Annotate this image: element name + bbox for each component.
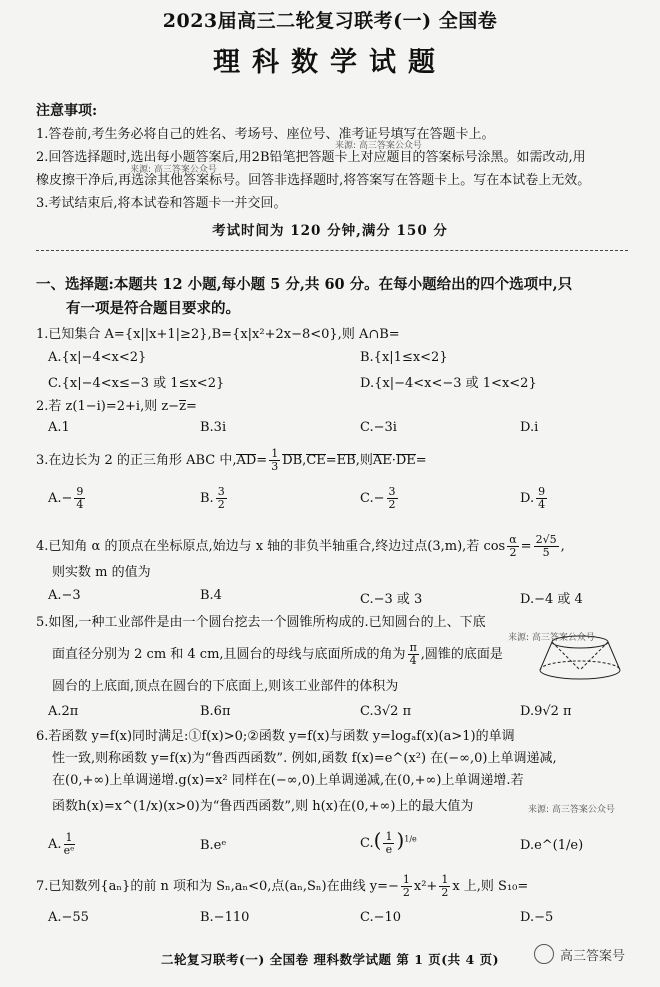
question-2-equals: = bbox=[185, 399, 197, 414]
question-3-text: 3.在边长为 2 的正三角形 ABC 中, bbox=[36, 453, 237, 468]
notice-item-2-cont: 橡皮擦干净后,再选涂其他答案标号。回答非选择题时,将答案写在答题卡上。写在本试卷上无效。 bbox=[36, 173, 591, 188]
question-1-option-d: D.{x|−4<x<−3 或 1<x<2} bbox=[360, 376, 537, 391]
fraction bbox=[216, 486, 227, 511]
notice-item-3: 3.考试结束后,将本试卷和答题卡一并交回。 bbox=[36, 196, 287, 211]
question-2-stem bbox=[36, 396, 636, 418]
fraction-numerator: 1 bbox=[402, 873, 410, 886]
fraction bbox=[507, 534, 518, 559]
watermark-text: 来源: 高三答案公众号 bbox=[508, 633, 595, 643]
fraction bbox=[408, 642, 419, 667]
question-5-text: 面直径分别为 2 cm 和 4 cm,且圆台的母线与底面所成的角为 bbox=[52, 647, 406, 662]
exam-subject-title: 理科数学试题 bbox=[213, 47, 447, 78]
question-5-line-3: 圆台的上底面,顶点在圆台的下底面上,则该工业部件的体积为 bbox=[52, 679, 399, 694]
question-2-option-d: D.i bbox=[520, 420, 539, 435]
fraction-numerator: 3 bbox=[217, 485, 225, 498]
question-7-text: x 上,则 S₁₀= bbox=[452, 879, 529, 894]
question-4-option-c: C.−3 或 3 bbox=[360, 592, 423, 607]
fraction-denominator: 4 bbox=[538, 498, 546, 511]
question-6-option-c bbox=[360, 828, 417, 856]
question-4-text: 4.已知角 α 的顶点在坐标原点,始边与 x 轴的非负半轴重合,终边过点(3,m),若 cos bbox=[36, 539, 506, 554]
question-4-option-d: D.−4 或 4 bbox=[520, 592, 583, 607]
question-4-stem bbox=[36, 534, 636, 559]
notice-item-2: 2.回答选择题时,选出每小题答案后,用2B铅笔把答题卡上对应题目的答案标号涂黑。如需改动,用 bbox=[36, 150, 586, 165]
notice-item-1: 1.答卷前,考生务必将自己的姓名、考场号、座位号、准考证号填写在答题卡上。 bbox=[36, 127, 495, 142]
fraction bbox=[64, 832, 75, 857]
question-3-option-d bbox=[520, 486, 549, 511]
option-label: A. bbox=[48, 837, 62, 852]
question-4-option-b: B.4 bbox=[200, 588, 222, 603]
fraction bbox=[439, 874, 450, 899]
exam-series-title: 2023届高三二轮复习联考(一) 全国卷 bbox=[162, 10, 498, 32]
question-7-option-b: B.−110 bbox=[200, 910, 250, 925]
exam-time-info: 考试时间为 120 分钟,满分 150 分 bbox=[212, 223, 448, 239]
option-label: C. bbox=[360, 836, 374, 851]
question-6-option-b: B.eᵉ bbox=[200, 838, 227, 853]
equals-sign: = bbox=[520, 539, 532, 554]
question-1-stem: 1.已知集合 A={x||x+1|≥2},B={x|x²+2x−8<0},则 A∩B= bbox=[36, 327, 400, 342]
question-7-text: x²+ bbox=[413, 879, 438, 894]
paren: ( bbox=[373, 828, 382, 852]
vector-ad: AD bbox=[236, 453, 257, 468]
equals-sign: = bbox=[415, 453, 427, 468]
question-1-option-b: B.{x|1≤x<2} bbox=[360, 350, 448, 365]
question-1-option-c: C.{x|−4<x≤−3 或 1≤x<2} bbox=[48, 376, 225, 391]
fraction-numerator: 2√5 bbox=[535, 533, 557, 546]
question-2-option-b: B.3i bbox=[200, 420, 227, 435]
fraction-denominator: 2 bbox=[441, 886, 449, 899]
fraction-denominator: eᵉ bbox=[63, 844, 75, 857]
question-4-stem-cont: 则实数 m 的值为 bbox=[52, 565, 151, 580]
exponent: 1/e bbox=[404, 834, 417, 844]
section-heading: 一、选择题:本题共 12 小题,每小题 5 分,共 60 分。在每小题给出的四个选项中,只 bbox=[36, 276, 573, 293]
question-7-option-c: C.−10 bbox=[360, 910, 402, 925]
section-heading-cont: 有一项是符合题目要求的。 bbox=[66, 300, 240, 317]
option-label: D. bbox=[520, 491, 535, 506]
frustum-cone-figure bbox=[530, 618, 630, 688]
question-2-option-c: C.−3i bbox=[360, 420, 397, 435]
brand-name: 高三答案号 bbox=[560, 948, 626, 964]
question-5-text: ,圆锥的底面是 bbox=[420, 647, 503, 662]
watermark-text: 来源: 高三答案公众号 bbox=[335, 141, 422, 151]
option-label: B. bbox=[200, 491, 214, 506]
fraction bbox=[534, 534, 559, 559]
fraction-denominator: 2 bbox=[402, 886, 410, 899]
vector-de: DE bbox=[395, 453, 416, 468]
question-5-line-1: 5.如图,一种工业部件是由一个圆台挖去一个圆锥所构成的.已知圆台的上、下底 bbox=[36, 615, 486, 630]
section-divider bbox=[36, 250, 628, 251]
vector-eb: EB bbox=[336, 453, 356, 468]
paren: ) bbox=[396, 828, 405, 852]
question-3-connector: ,则 bbox=[355, 453, 373, 468]
fraction-denominator: 2 bbox=[509, 546, 517, 559]
fraction bbox=[74, 486, 85, 511]
question-2-option-a: A.1 bbox=[48, 420, 70, 435]
comma: , bbox=[302, 453, 307, 468]
question-6-line-4: 函数h(x)=x^(1/x)(x>0)为“鲁西西函数”,则 h(x)在(0,+∞)上的最大值为 bbox=[52, 799, 474, 814]
fraction-numerator: 1 bbox=[441, 873, 449, 886]
question-3-option-a bbox=[48, 486, 87, 511]
page-footer: 二轮复习联考(一) 全国卷 理科数学试题 第 1 页(共 4 页) bbox=[160, 952, 500, 967]
fraction-numerator: 3 bbox=[388, 485, 396, 498]
equals-sign: = bbox=[325, 453, 337, 468]
question-7-option-d: D.−5 bbox=[520, 910, 554, 925]
option-label: C.− bbox=[360, 491, 385, 506]
vector-db: DB bbox=[282, 453, 303, 468]
comma: , bbox=[560, 539, 565, 554]
question-3-option-c bbox=[360, 486, 400, 511]
question-6-line-2: 性一致,则称函数 y=f(x)为“鲁西西函数”. 例如,函数 f(x)=e^(x²) 在(−∞,0)上单调递减, bbox=[52, 751, 557, 766]
question-2-text: 2.若 z(1−i)=2+i,则 z− bbox=[36, 399, 180, 414]
fraction-denominator: 3 bbox=[271, 460, 279, 473]
fraction-numerator: 1 bbox=[65, 831, 73, 844]
brand-watermark bbox=[534, 944, 625, 964]
fraction-numerator: α bbox=[509, 533, 517, 546]
fraction-numerator: 9 bbox=[538, 485, 546, 498]
wechat-icon bbox=[534, 944, 554, 964]
fraction-denominator: 5 bbox=[542, 546, 550, 559]
option-label: A.− bbox=[48, 491, 73, 506]
z-conjugate: z bbox=[179, 399, 186, 414]
question-3-stem bbox=[36, 448, 636, 473]
question-5-line-2 bbox=[52, 642, 552, 667]
watermark-text: 来源: 高三答案公众号 bbox=[130, 165, 217, 175]
fraction bbox=[269, 448, 280, 473]
equals-sign: = bbox=[256, 453, 268, 468]
vector-ae: AE bbox=[372, 453, 392, 468]
fraction bbox=[536, 486, 547, 511]
fraction bbox=[401, 874, 412, 899]
question-3-option-b bbox=[200, 486, 229, 511]
question-7-text: 7.已知数列{aₙ}的前 n 项和为 Sₙ,aₙ<0,点(aₙ,Sₙ)在曲线 y=− bbox=[36, 879, 399, 894]
fraction-numerator: 9 bbox=[76, 485, 84, 498]
fraction-denominator: e bbox=[385, 843, 393, 856]
question-6-option-d: D.e^(1/e) bbox=[520, 838, 584, 853]
question-6-option-a bbox=[48, 832, 77, 857]
notice-title: 注意事项: bbox=[36, 103, 98, 119]
vector-ce: CE bbox=[306, 453, 326, 468]
question-7-option-a: A.−55 bbox=[48, 910, 89, 925]
fraction bbox=[383, 831, 394, 856]
question-6-line-1: 6.若函数 y=f(x)同时满足:①f(x)>0;②函数 y=f(x)与函数 y=logₐf(x)(a>1)的单调 bbox=[36, 729, 515, 744]
fraction-denominator: 2 bbox=[217, 498, 225, 511]
fraction bbox=[387, 486, 398, 511]
fraction-numerator: π bbox=[409, 641, 417, 654]
dot-product: · bbox=[391, 453, 396, 468]
question-5-option-d: D.9√2 π bbox=[520, 704, 572, 719]
question-5-option-a: A.2π bbox=[48, 704, 79, 719]
fraction-numerator: 1 bbox=[271, 447, 279, 460]
question-5-option-b: B.6π bbox=[200, 704, 231, 719]
question-6-line-3: 在(0,+∞)上单调递增.g(x)=x² 同样在(−∞,0)上单调递减,在(0,+∞)上单调递增.若 bbox=[52, 773, 524, 788]
fraction-numerator: 1 bbox=[385, 830, 393, 843]
question-1-option-a: A.{x|−4<x<2} bbox=[48, 350, 147, 365]
watermark-text: 来源: 高三答案公众号 bbox=[528, 805, 615, 815]
fraction-denominator: 4 bbox=[409, 654, 417, 667]
question-5-option-c: C.3√2 π bbox=[360, 704, 412, 719]
fraction-denominator: 4 bbox=[76, 498, 84, 511]
question-7-stem bbox=[36, 874, 636, 899]
fraction-denominator: 2 bbox=[388, 498, 396, 511]
question-4-option-a: A.−3 bbox=[48, 588, 81, 603]
